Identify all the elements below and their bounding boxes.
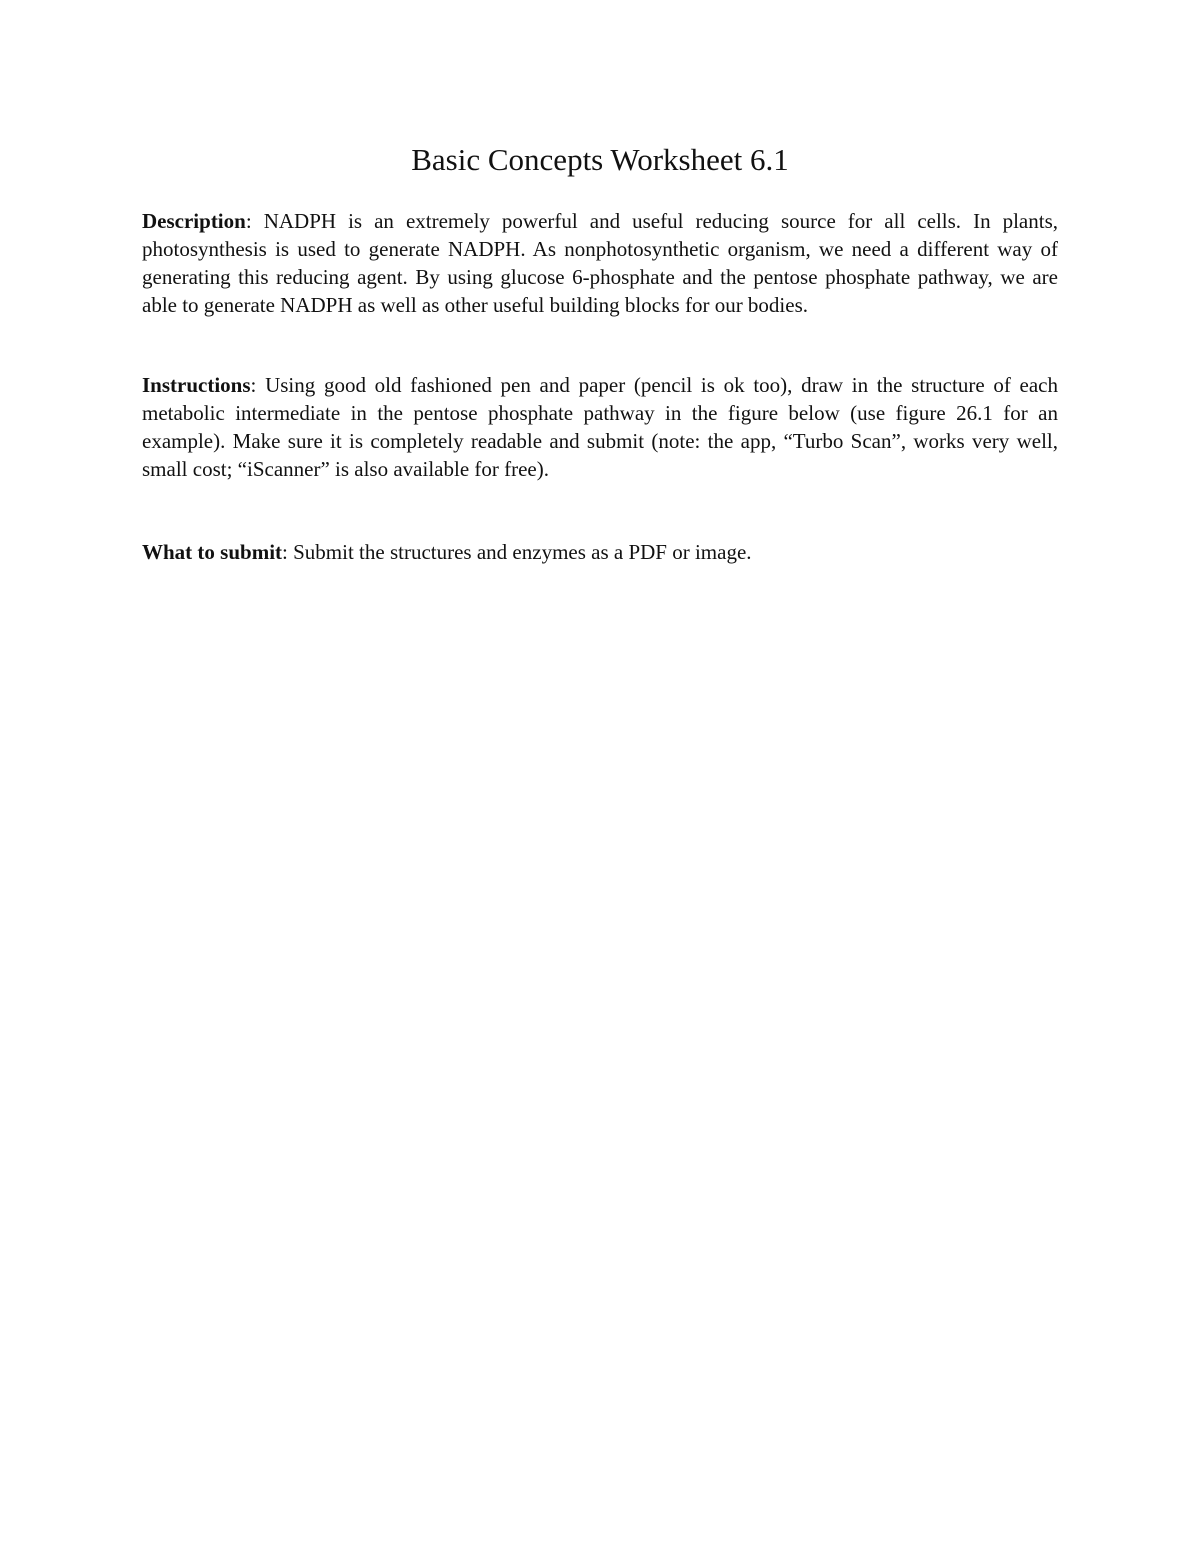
what-to-submit-text: Submit the structures and enzymes as a PDF or image. [293,540,752,564]
instructions-label: Instructions [142,373,251,397]
description-label: Description [142,209,246,233]
description-paragraph: Description: NADPH is an extremely powerful and useful reducing source for all cells. In plants, photosynthesis is used to generate NADPH. As nonphotosynthetic organism, we need a different way of generating this reducing agent. By using glucose 6-phosphate and the pentose phosphate pathway, we are able to generate NADPH as well as other useful building blocks for our bodies. [142,209,1059,317]
what-to-submit-paragraph: What to submit: Submit the structures and enzymes as a PDF or image. [142,540,752,564]
page-title: Basic Concepts Worksheet 6.1 [411,142,789,177]
description-text: NADPH is an extremely powerful and useful reducing source for all cells. In plants, photosynthesis is used to generate NADPH. As nonphotosynthetic organism, we need a different way of generating this reducing agent. By using glucose 6-phosphate and the pentose phosphate pathway, we are able to generate NADPH as well as other useful building blocks for our bodies. [142,209,1059,317]
instructions-paragraph: Instructions: Using good old fashioned pen and paper (pencil is ok too), draw in the structure of each metabolic intermediate in the pentose phosphate pathway in the figure below (use figure 26.1 for an example). Make sure it is completely readable and submit (note: the app, “Turbo Scan”, works very well, small cost; “iScanner” is also available for free). [142,373,1058,481]
what-to-submit-label: What to submit [142,540,283,564]
instructions-text: Using good old fashioned pen and paper (pencil is ok too), draw in the structure of each metabolic intermediate in the pentose phosphate pathway in the figure below (use figure 26.1 for an example). Make sure it is completely readable and submit (note: the app, “Turbo Scan”, works very well, small cost; “iScanner” is also available for free). [142,373,1058,481]
